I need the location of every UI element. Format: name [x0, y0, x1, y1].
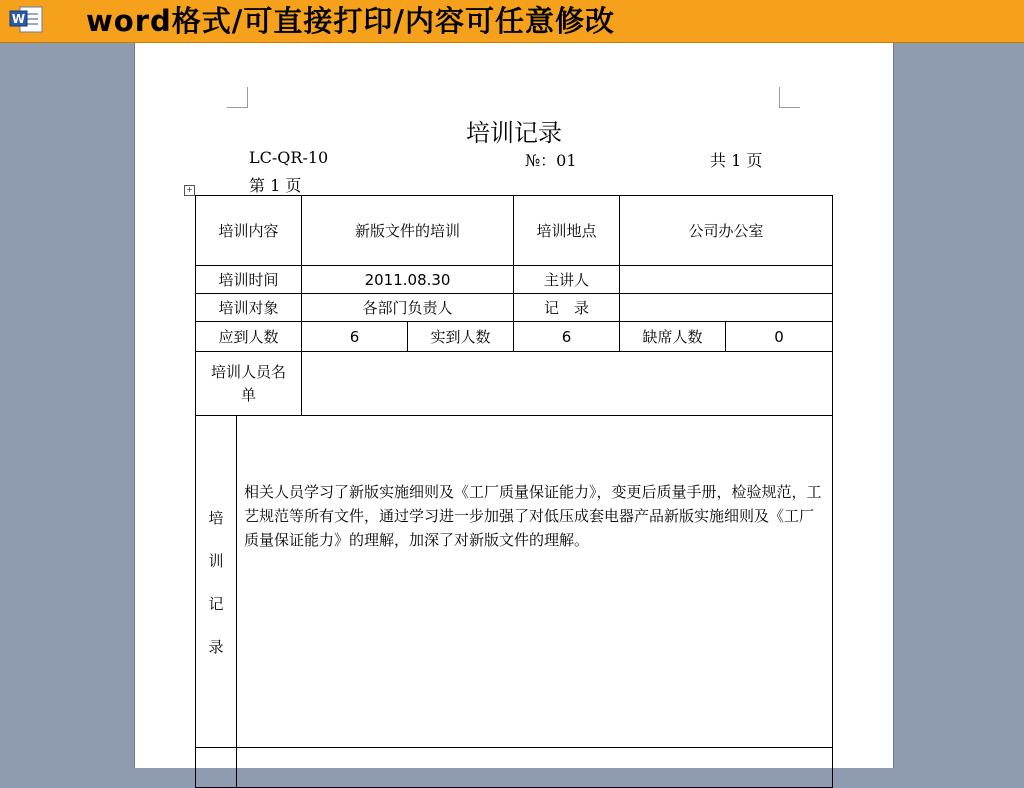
content-value[interactable]: 新版文件的培训 — [302, 196, 514, 266]
recorder-value[interactable] — [620, 294, 833, 322]
table-row — [196, 416, 833, 748]
word-document-icon — [8, 4, 46, 34]
table-row — [196, 322, 833, 352]
table-row — [196, 196, 833, 266]
record-section-label — [196, 416, 237, 748]
target-label: 培训对象 — [196, 294, 302, 322]
table-row — [196, 266, 833, 294]
top-banner — [0, 0, 1024, 43]
location-label: 培训地点 — [514, 196, 620, 266]
record-section-char: 训 — [208, 551, 224, 570]
banner-text: word格式/可直接打印/内容可任意修改 — [86, 4, 615, 38]
time-label: 培训时间 — [196, 266, 302, 294]
target-value[interactable]: 各部门负责人 — [302, 294, 514, 322]
document-page — [134, 43, 894, 768]
absent-count-label: 缺席人数 — [620, 322, 726, 352]
absent-count-value[interactable]: 0 — [726, 322, 833, 352]
speaker-label: 主讲人 — [514, 266, 620, 294]
time-value[interactable]: 2011.08.30 — [302, 266, 514, 294]
document-title: 培训记录 — [466, 119, 562, 147]
expected-count-value[interactable]: 6 — [302, 322, 408, 352]
content-label: 培训内容 — [196, 196, 302, 266]
record-section-char: 记 — [208, 594, 224, 613]
record-section-char: 培 — [208, 508, 224, 527]
actual-count-value[interactable]: 6 — [514, 322, 620, 352]
record-section-char: 录 — [208, 637, 224, 656]
attendee-list-label: 培训人员名单 — [196, 352, 302, 416]
total-pages: 共 1 页 — [710, 151, 763, 170]
record-text[interactable]: 相关人员学习了新版实施细则及《工厂质量保证能力》，变更后质量手册，检验规范，工艺规范等所有文件，通过学习进一步加强了对低压成套电器产品新版实施细则及《工厂质量保证能力》的理解，加深了对新版文件的理解。 — [237, 416, 833, 748]
table-row — [196, 352, 833, 416]
recorder-label: 记 录 — [514, 294, 620, 322]
page-number: 第 1 页 — [249, 176, 302, 195]
page-corner-mark-right — [779, 87, 800, 108]
table-row — [196, 294, 833, 322]
speaker-value[interactable] — [620, 266, 833, 294]
table-move-handle-icon[interactable]: + — [184, 185, 195, 196]
form-code: LC-QR-10 — [249, 148, 329, 167]
attendee-list-value[interactable] — [302, 352, 833, 416]
svg-text:W: W — [11, 12, 26, 26]
location-value[interactable]: 公司办公室 — [620, 196, 833, 266]
page-corner-mark-left — [227, 87, 248, 108]
record-number: №：01 — [525, 151, 577, 170]
actual-count-label: 实到人数 — [408, 322, 514, 352]
expected-count-label: 应到人数 — [196, 322, 302, 352]
training-record-table — [195, 195, 833, 788]
